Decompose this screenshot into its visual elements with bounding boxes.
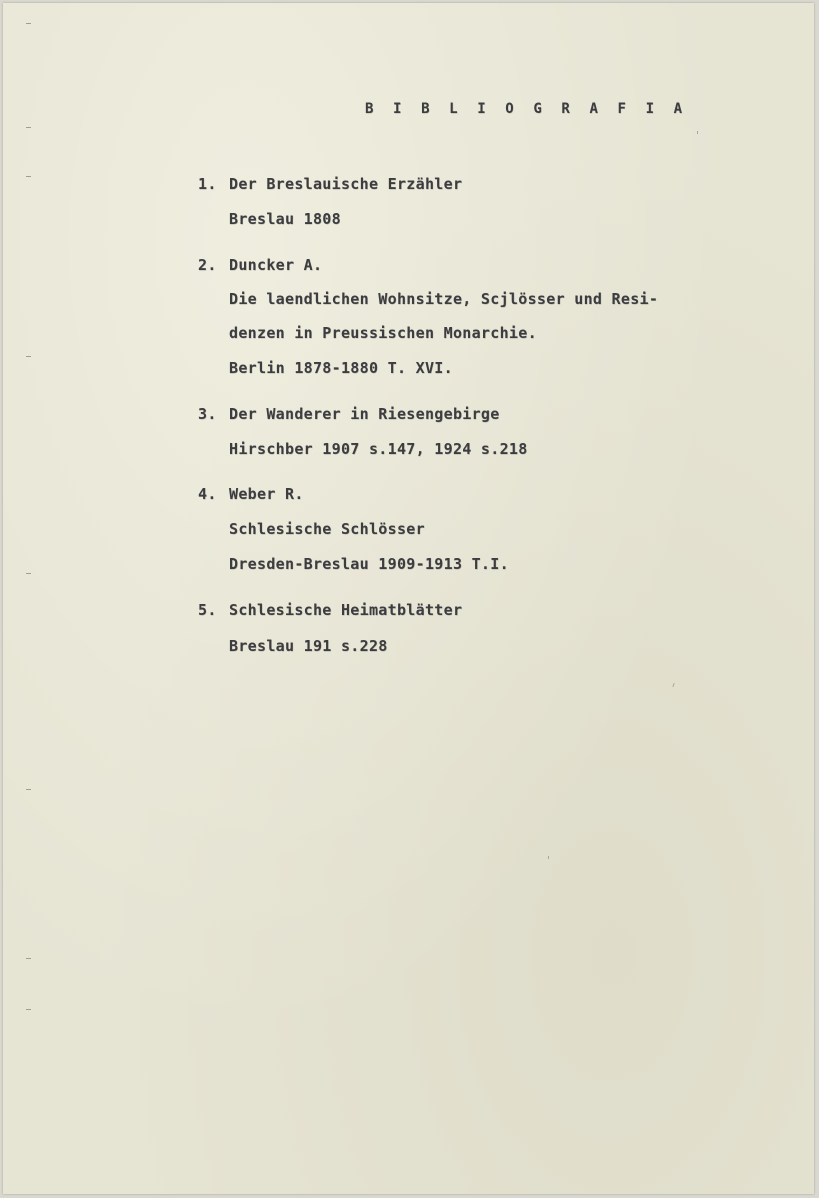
entry-2-line-3: denzen in Preussischen Monarchie. [229,324,537,342]
bibliography-title: B I B L I O G R A F I A [365,101,688,117]
entry-2-number: 2. [198,256,217,274]
entry-5-number: 5. [198,601,217,619]
entry-3-line-1: Der Wanderer in Riesengebirge [229,405,500,423]
entry-1-line-2: Breslau 1808 [229,210,341,228]
margin-mark [26,23,31,24]
entry-5-line-2: Breslau 191 s.228 [229,637,388,655]
entry-4-line-2: Schlesische Schlösser [229,520,425,538]
entry-4-line-3: Dresden-Breslau 1909-1913 T.I. [229,555,509,573]
margin-mark [26,958,31,959]
paper-speck [697,131,698,134]
margin-mark [26,356,31,357]
entry-1-line-1: Der Breslauische Erzähler [229,175,463,193]
entry-2-line-1: Duncker A. [229,256,323,274]
document-page [3,3,814,1194]
margin-mark [26,127,31,128]
margin-mark [26,176,31,177]
entry-3-number: 3. [198,405,217,423]
margin-mark [26,573,31,574]
entry-2-line-4: Berlin 1878-1880 T. XVI. [229,359,453,377]
margin-mark [26,789,31,790]
entry-3-line-2: Hirschber 1907 s.147, 1924 s.218 [229,440,528,458]
paper-speck [672,683,674,687]
entry-1-number: 1. [198,175,217,193]
paper-speck [548,856,549,859]
entry-5-line-1: Schlesische Heimatblätter [229,601,463,619]
margin-mark [26,1009,31,1010]
entry-2-line-2: Die laendlichen Wohnsitze, Scjlösser und Resi- [229,290,659,308]
entry-4-line-1: Weber R. [229,485,304,503]
entry-4-number: 4. [198,485,217,503]
